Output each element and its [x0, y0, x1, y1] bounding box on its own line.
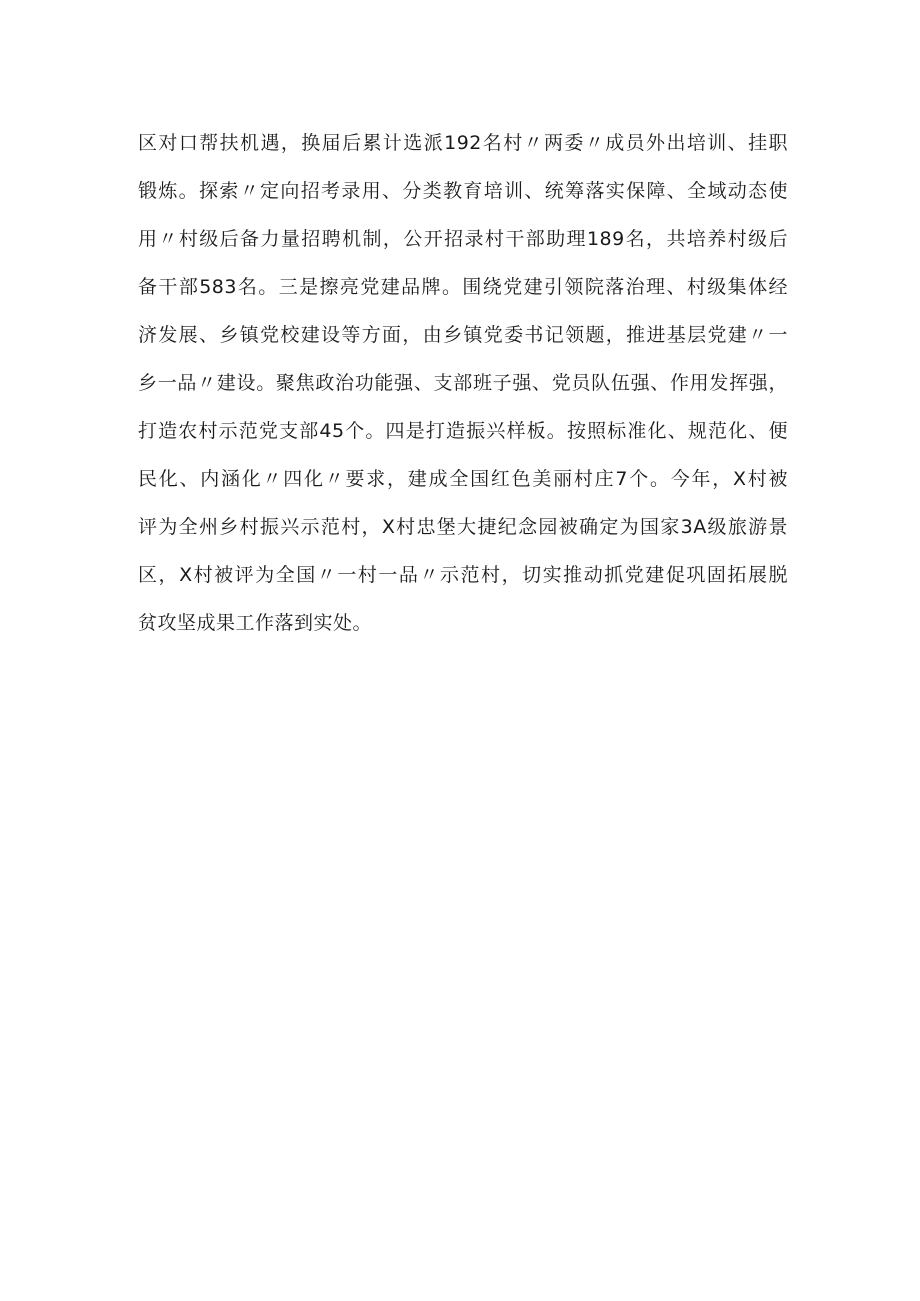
- text-line-5: 济发展、乡镇党校建设等方面，由乡镇党委书记领题，推进基层党建〃一: [138, 324, 788, 346]
- text-line-1: 区对口帮扶机遇，换届后累计选派192名村〃两委〃成员外出培训、挂职: [138, 132, 788, 154]
- text-line-10: 区，X村被评为全国〃一村一品〃示范村，切实推动抓党建促巩固拓展脱: [138, 564, 788, 586]
- text-line-3: 用〃村级后备力量招聘机制，公开招录村干部助理189名，共培养村级后: [138, 228, 788, 250]
- text-line-9: 评为全州乡村振兴示范村，X村忠堡大捷纪念园被确定为国家3A级旅游景: [138, 516, 788, 538]
- body-paragraph: [138, 119, 788, 647]
- text-line-6: 乡一品〃建设。聚焦政治功能强、支部班子强、党员队伍强、作用发挥强，: [138, 372, 788, 394]
- text-line-4: 备干部583名。三是擦亮党建品牌。围绕党建引领院落治理、村级集体经: [138, 276, 788, 298]
- text-line-11: 贫攻坚成果工作落到实处。: [138, 612, 373, 634]
- text-line-8: 民化、内涵化〃四化〃要求，建成全国红色美丽村庄7个。今年，X村被: [138, 468, 788, 490]
- text-line-2: 锻炼。探索〃定向招考录用、分类教育培训、统筹落实保障、全域动态使: [138, 180, 788, 202]
- text-line-7: 打造农村示范党支部45个。四是打造振兴样板。按照标准化、规范化、便: [138, 420, 788, 442]
